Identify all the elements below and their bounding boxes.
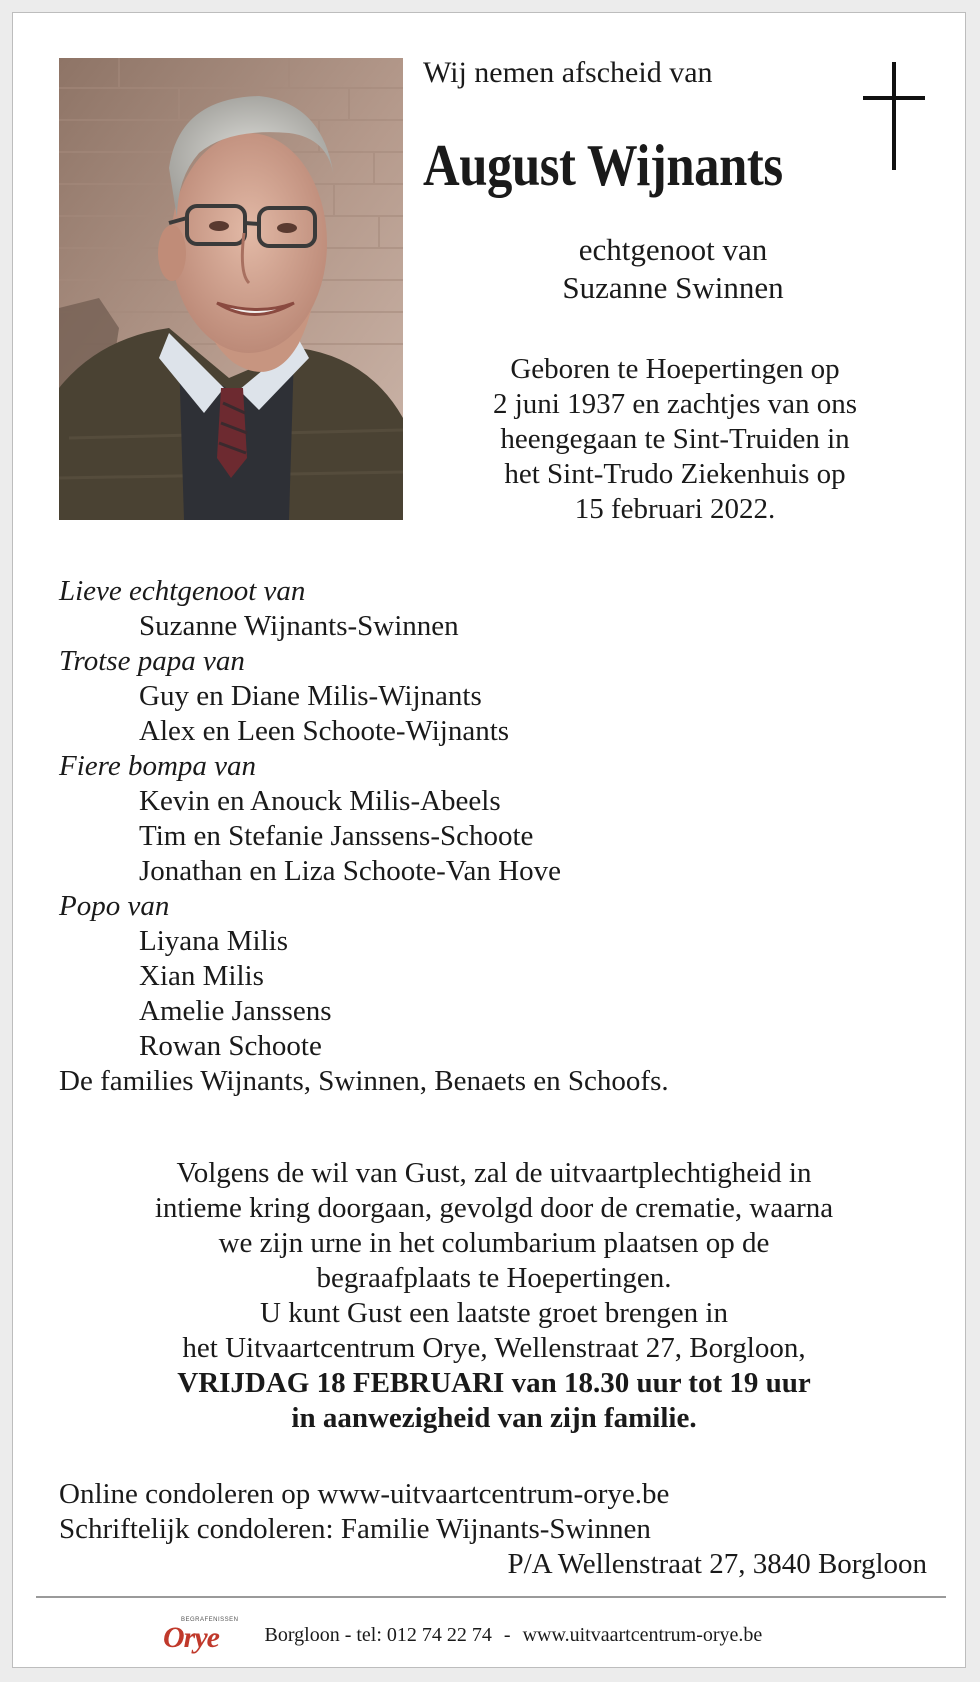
birth-death-block	[431, 352, 919, 527]
visitation-note: in aanwezigheid van zijn familie.	[291, 1402, 697, 1434]
message-line: het Uitvaartcentrum Orye, Wellenstraat 27, Borgloon,	[182, 1332, 806, 1364]
family-member: Alex en Leen Schoote-Wijnants	[139, 715, 510, 747]
family-group-label: Lieve echtgenoot van	[59, 575, 306, 607]
logo-word: Orye	[163, 1621, 219, 1654]
family-member: Xian Milis	[139, 960, 264, 992]
message-line: Volgens de wil van Gust, zal de uitvaartplechtigheid in	[176, 1157, 812, 1189]
family-member: Rowan Schoote	[139, 1030, 322, 1062]
visitation-time: VRIJDAG 18 FEBRUARI van 18.30 uur tot 19 uur	[177, 1367, 811, 1399]
footer-website-link[interactable]: www.uitvaartcentrum-orye.be	[522, 1623, 763, 1646]
family-group-label: Fiere bompa van	[59, 750, 257, 782]
obituary-card	[12, 12, 966, 1668]
online-condolence: Online condoleren op www-uitvaartcentrum-orye.be	[59, 1478, 670, 1510]
spouse-block	[433, 231, 913, 307]
family-member: Amelie Janssens	[139, 995, 332, 1027]
families-closing: De families Wijnants, Swinnen, Benaets en Schoofs.	[59, 1065, 669, 1097]
family-list	[59, 574, 929, 1099]
birth-death-line: het Sint-Trudo Ziekenhuis op	[504, 458, 846, 490]
footer-phone: Borgloon - tel: 012 74 22 74	[264, 1623, 492, 1646]
birth-death-line: 15 februari 2022.	[574, 493, 776, 525]
birth-death-line: Geboren te Hoepertingen op	[510, 353, 840, 385]
ceremony-message	[59, 1156, 929, 1436]
portrait-photo	[59, 58, 403, 520]
family-member: Suzanne Wijnants-Swinnen	[139, 610, 459, 642]
condolence-block	[59, 1477, 929, 1582]
intro-text: Wij nemen afscheid van	[423, 56, 713, 89]
footer-separator: -	[503, 1623, 511, 1646]
message-line: intieme kring doorgaan, gevolgd door de crematie, waarna	[154, 1192, 834, 1224]
family-member: Liyana Milis	[139, 925, 289, 957]
condolence-address: P/A Wellenstraat 27, 3840 Borgloon	[507, 1548, 927, 1580]
spouse-line: Suzanne Swinnen	[562, 270, 784, 305]
family-group-label: Popo van	[59, 890, 170, 922]
footer	[163, 1615, 762, 1655]
family-member: Guy en Diane Milis-Wijnants	[139, 680, 482, 712]
message-line: we zijn urne in het columbarium plaatsen op de	[218, 1227, 770, 1259]
family-member: Kevin en Anouck Milis-Abeels	[139, 785, 501, 817]
orye-logo	[163, 1617, 239, 1653]
message-line: begraafplaats te Hoepertingen.	[316, 1262, 672, 1294]
logo-top-text: BEGRAFENISSEN	[181, 1617, 239, 1623]
spouse-line: echtgenoot van	[578, 232, 768, 267]
family-group-label: Trotse papa van	[59, 645, 245, 677]
cross-icon	[863, 62, 925, 170]
family-member: Jonathan en Liza Schoote-Van Hove	[139, 855, 561, 887]
deceased-name: August Wijnants	[423, 132, 783, 198]
family-member: Tim en Stefanie Janssens-Schoote	[139, 820, 534, 852]
birth-death-line: heengegaan te Sint-Truiden in	[500, 423, 850, 455]
footer-divider	[36, 1596, 946, 1598]
written-condolence: Schriftelijk condoleren: Familie Wijnants-Swinnen	[59, 1513, 651, 1545]
birth-death-line: 2 juni 1937 en zachtjes van ons	[492, 388, 858, 420]
message-line: U kunt Gust een laatste groet brengen in	[260, 1297, 728, 1329]
